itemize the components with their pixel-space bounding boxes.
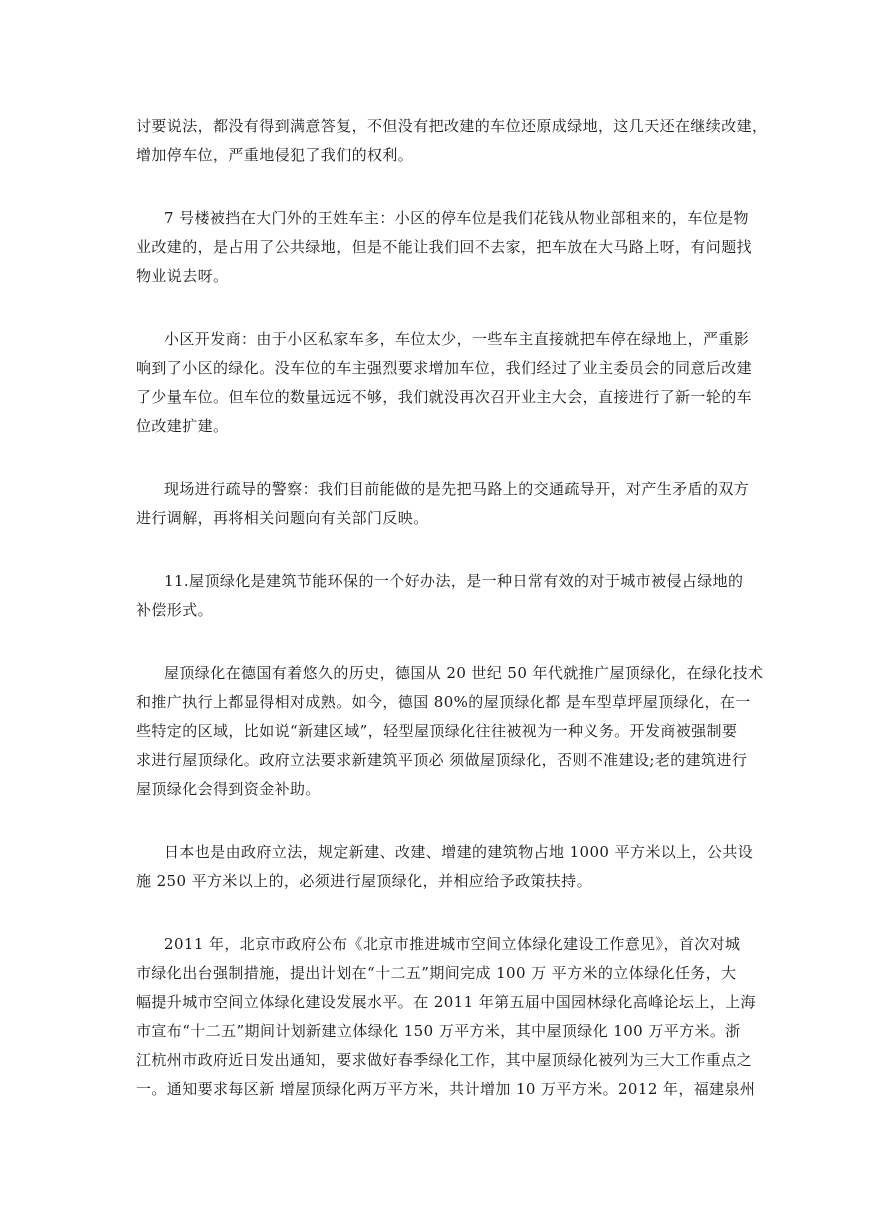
text-line: 屋顶绿化在德国有着悠久的历史，德国从 20 世纪 50 年代就推广屋顶绿化，在绿化技术 <box>164 664 764 682</box>
text-line: 施 250 平方米以上的，必须进行屋顶绿化，并相应给予政策扶持。 <box>136 872 592 890</box>
text-line: 进行调解，再将相关问题向有关部门反映。 <box>136 509 429 527</box>
text-line: 屋顶绿化会得到资金补助。 <box>136 780 321 798</box>
text-line: 小区开发商：由于小区私家车多，车位太少，一些车主直接就把车停在绿地上，严重影 <box>164 330 750 348</box>
text-line: 市绿化出台强制措施，提出计划在“十二五”期间完成 100 万 平方米的立体绿化任务，大 <box>136 964 737 982</box>
text-line: 11.屋顶绿化是建筑节能环保的一个好办法，是一种日常有效的对于城市被侵占绿地的 <box>164 572 744 590</box>
text-line: 2011 年，北京市政府公布《北京市推进城市空间立体绿化建设工作意见》，首次对城 <box>164 935 741 953</box>
paragraph-developer <box>136 325 753 441</box>
text-line: 位改建扩建。 <box>136 417 229 435</box>
paragraph-car-owner <box>136 204 753 291</box>
text-line: 求进行屋顶绿化。政府立法要求新建筑平顶必 须做屋顶绿化，否则不准建设;老的建筑进行 <box>136 751 748 769</box>
text-line: 和推广执行上都显得相对成熟。如今，德国 80%的屋顶绿化都 是车型草坪屋顶绿化，在一 <box>136 693 751 711</box>
text-line: 现场进行疏导的警察：我们目前能做的是先把马路上的交通疏导开，对产生矛盾的双方 <box>164 480 750 498</box>
text-line: 增加停车位，严重地侵犯了我们的权利。 <box>136 146 414 164</box>
paragraph-germany <box>136 659 764 804</box>
text-line: 一。通知要求每区新 增屋顶绿化两万平方米，共计增加 10 万平方米。2012 年，福建泉州 <box>136 1080 756 1098</box>
paragraph-question-11 <box>136 567 744 625</box>
paragraph-japan <box>136 838 754 896</box>
text-line: 幅提升城市空间立体绿化建设发展水平。在 2011 年第五届中国园林绿化高峰论坛上，上海 <box>136 993 756 1011</box>
text-line: 江杭州市政府近日发出通知，要求做好春季绿化工作，其中屋顶绿化被列为三大工作重点之 <box>136 1051 753 1069</box>
text-line: 补偿形式。 <box>136 601 214 619</box>
text-line: 讨要说法，都没有得到满意答复，不但没有把改建的车位还原成绿地，这几天还在继续改建， <box>136 117 768 135</box>
paragraph-continuation <box>136 112 768 170</box>
text-line: 些特定的区域，比如说“新建区域”，轻型屋顶绿化往往被视为一种义务。开发商被强制要 <box>136 722 738 740</box>
text-line: 业改建的，是占用了公共绿地，但是不能让我们回不去家，把车放在大马路上呀，有问题找 <box>136 238 753 256</box>
text-line: 响到了小区的绿化。没车位的车主强烈要求增加车位，我们经过了业主委员会的同意后改建 <box>136 359 753 377</box>
text-line: 市宣布“十二五”期间计划新建立体绿化 150 万平方米，其中屋顶绿化 100 万平方米。浙 <box>136 1022 741 1040</box>
text-line: 了少量车位。但车位的数量远远不够，我们就没再次召开业主大会，直接进行了新一轮的车 <box>136 388 753 406</box>
document-body <box>136 112 768 1138</box>
paragraph-police <box>136 475 750 533</box>
text-line: 日本也是由政府立法，规定新建、改建、增建的建筑物占地 1000 平方米以上，公共设 <box>164 843 754 861</box>
text-line: 物业说去呀。 <box>136 267 229 285</box>
paragraph-china-cities <box>136 930 756 1104</box>
text-line: 7 号楼被挡在大门外的王姓车主：小区的停车位是我们花钱从物业部租来的，车位是物 <box>164 209 749 227</box>
